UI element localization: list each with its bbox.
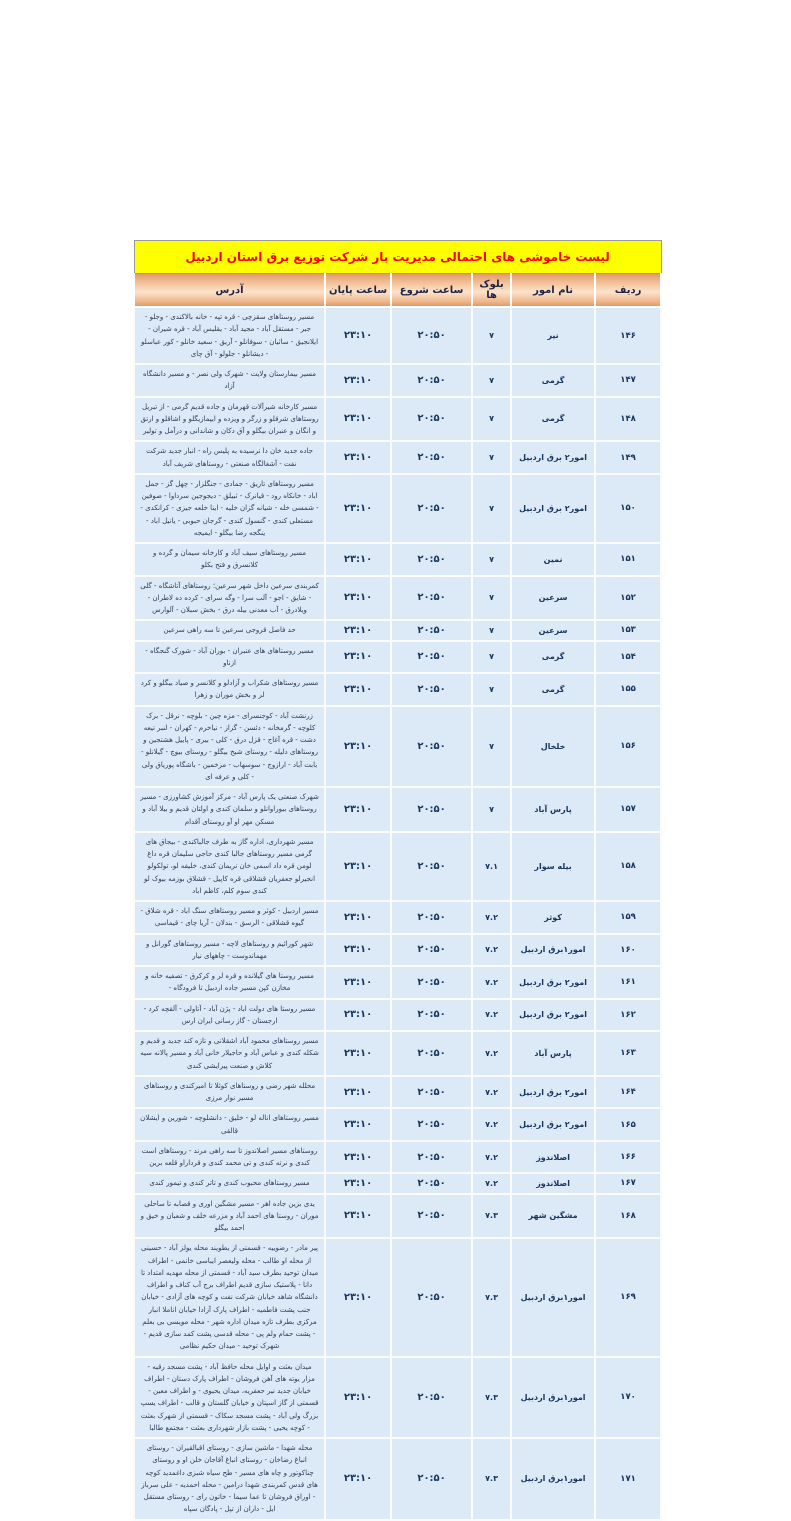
column-header-row (134, 274, 661, 308)
cell-department: امور۲ برق اردبیل (511, 441, 595, 474)
cell-department: نمین (511, 543, 595, 576)
cell-address: مسیر روستا های دولت اباد - پژن آباد - آتاولی - آلقچه کرد - ارجستان - گاز رسانی ایران ارس (134, 999, 325, 1032)
cell-end-time: ۲۳:۱۰ (325, 543, 391, 576)
cell-blocks: ۷ (472, 673, 511, 706)
cell-address: مسیر روستاهای سقزچی - قره تپه - خانه بالاکندی - وجلو - جبر - مستقل آباد - مجید آباد - یقلیس آباد - قره شیران - ایلانجیق - ساثیان - سوفانلو - آریق - سعید خانلو - کور عباسلو - دیشانلو - جلولو - آق چای (134, 307, 325, 364)
cell-address: شهر کورائیم و روستاهای لاچه - مسیر روستاهای گورانل و مهماندوست - چاههای نیار (134, 934, 325, 967)
cell-department: امور۲ برق اردبیل (511, 999, 595, 1032)
cell-end-time: ۲۳:۱۰ (325, 1238, 391, 1356)
table-row (134, 1194, 661, 1239)
cell-blocks: ۷ (472, 307, 511, 364)
cell-address: حد فاصل قروجی سرعین تا سه راهی سرعین (134, 620, 325, 640)
cell-address: مسیر روستاهای اناله لو - خلیق - دانشلوچه - شورین و ایشلان قالقی (134, 1108, 325, 1141)
cell-end-time: ۲۳:۱۰ (325, 1076, 391, 1109)
cell-start-time: ۲۰:۵۰ (391, 1194, 472, 1239)
cell-row-number: ۱۶۳ (595, 1031, 661, 1076)
cell-department: امور۱برق اردبیل (511, 1238, 595, 1356)
cell-blocks: ۷.۲ (472, 966, 511, 999)
table-row (134, 1031, 661, 1076)
cell-address: مسیر کارخانه شیرآلات قهرمان و جاده قدیم گرمی - از تبریل روستاهای شرقلو و زرگر و ویزده و ایپمازیگلو و اشاقلو و ارتق و انگان و عنبران بیگلو و آق دکان و شاندانی و درآمل و تولیر (134, 397, 325, 442)
cell-end-time: ۲۳:۱۰ (325, 1357, 391, 1439)
cell-blocks: ۷ (472, 576, 511, 621)
table-row (134, 706, 661, 788)
table-row (134, 1141, 661, 1174)
cell-blocks: ۷.۳ (472, 1194, 511, 1239)
cell-start-time: ۲۰:۵۰ (391, 673, 472, 706)
cell-blocks: ۷.۳ (472, 1357, 511, 1439)
table-row (134, 901, 661, 934)
cell-start-time: ۲۰:۵۰ (391, 1357, 472, 1439)
cell-address: زرنشت آباد - کوجنسرای - مزه چین - بلوچه - نرقل - برک کلوچه - گرمخانه - دئسن - گزاز - نیاخرم - کهران - لنبر تیعه دشت - قره آغاج - قزل درق - کلی - بیری - پاییل هشتجین و روستاهای دلیله - روستای شیخ بیگلو - روستای بیوچ - گیلانلو - بابت آباد - ارازوج - سوسهاب - مزخمین - باشگاه پوریاق ولی - کلی و عرفه ای (134, 706, 325, 788)
cell-address: مسیر روستاهای تاریق - جمادی - جنگلزار - چهل گز - جمل اباد - خانکاه رود - قیانرک - ثبیلق - دیجوجین سرداوا - صوفین - شمسی خله - شیانه گزان خلیه - اینا خلعه جیزی - کرانکدی - مستعلی کندی - گنسول کندی - گرجان حبوبی - یانیل اباد - ینگجه رضا بیگلو - ایمیجه (134, 474, 325, 543)
cell-department: نیر (511, 307, 595, 364)
cell-blocks: ۷.۲ (472, 1173, 511, 1193)
table-row (134, 999, 661, 1032)
cell-row-number: ۱۵۷ (595, 787, 661, 832)
cell-start-time: ۲۰:۵۰ (391, 1141, 472, 1174)
cell-end-time: ۲۳:۱۰ (325, 307, 391, 364)
cell-row-number: ۱۵۸ (595, 832, 661, 901)
cell-address: مسیر بیمارستان ولایت - شهرک ولی نصر - و مسیر دانشگاه آزاد (134, 364, 325, 397)
cell-blocks: ۷.۲ (472, 1031, 511, 1076)
table-row (134, 832, 661, 901)
col-header-address: آدرس (134, 274, 325, 308)
cell-row-number: ۱۵۹ (595, 901, 661, 934)
cell-department: امور۱برق اردبیل (511, 1438, 595, 1520)
cell-start-time: ۲۰:۵۰ (391, 706, 472, 788)
cell-department: امور۲ برق اردبیل (511, 966, 595, 999)
cell-start-time: ۲۰:۵۰ (391, 1108, 472, 1141)
cell-end-time: ۲۳:۱۰ (325, 641, 391, 674)
cell-start-time: ۲۰:۵۰ (391, 1076, 472, 1109)
cell-start-time: ۲۰:۵۰ (391, 620, 472, 640)
cell-department: امور۱برق اردبیل (511, 1357, 595, 1439)
cell-row-number: ۱۴۸ (595, 397, 661, 442)
table-row (134, 576, 661, 621)
col-header-blocks: بلوک ها (472, 274, 511, 308)
col-header-department: نام امور (511, 274, 595, 308)
table-row (134, 934, 661, 967)
cell-start-time: ۲۰:۵۰ (391, 576, 472, 621)
cell-address: یدی بزین جاده اهر - مسیر مشگین اوری و قصابه تا ساحلی موران - روستا های احمد آباد و مزرعه خلف و شعبان و خیق و احمد بیگلو (134, 1194, 325, 1239)
cell-blocks: ۷ (472, 543, 511, 576)
col-header-row-number: ردیف (595, 274, 661, 308)
cell-blocks: ۷ (472, 706, 511, 788)
cell-blocks: ۷.۲ (472, 1076, 511, 1109)
cell-blocks: ۷ (472, 641, 511, 674)
cell-row-number: ۱۵۶ (595, 706, 661, 788)
cell-row-number: ۱۶۶ (595, 1141, 661, 1174)
cell-end-time: ۲۳:۱۰ (325, 620, 391, 640)
cell-end-time: ۲۳:۱۰ (325, 397, 391, 442)
cell-end-time: ۲۳:۱۰ (325, 1438, 391, 1520)
cell-blocks: ۷.۳ (472, 1438, 511, 1520)
page-title: لیست خاموشی های احتمالی مدیریت بار شرکت توزیع برق استان اردبیل (134, 241, 661, 274)
cell-start-time: ۲۰:۵۰ (391, 364, 472, 397)
cell-department: اصلاندوز (511, 1173, 595, 1193)
cell-department: گرمی (511, 641, 595, 674)
cell-department: سرعین (511, 576, 595, 621)
cell-address: میدان بعثت و اوایل محله حافظ آباد - پشت مسجد رقیه - مزار یوته های آهن فروشان - اطراف پارک دستان - اطراف خیابان جدید نیر جعفریه، میدان یحیوی - و اطراف معین - قسمتی از گاز اسپتان و خیابان گلستان و قالب - اطراف یسپ بزرگ ولی آباد - پشت مسجد سکاک - قسمتی از شهرک بعثت - کوچه یحیی - پشت بازار شهرداری بعثت - مجتمع طالبا (134, 1357, 325, 1439)
cell-row-number: ۱۶۵ (595, 1108, 661, 1141)
cell-address: روستاهای مسیر اصلاندوز تا سه راهی مرند - روستاهای است کندی و نرته کندی و تی محمد کندی و قرداراو قلعه برین (134, 1141, 325, 1174)
cell-row-number: ۱۴۹ (595, 441, 661, 474)
cell-address: مسیر روستاهای سیف آباد و کارخانه سیمان و گرده و کلانسرق و فتح بکلو (134, 543, 325, 576)
cell-row-number: ۱۶۹ (595, 1238, 661, 1356)
cell-end-time: ۲۳:۱۰ (325, 901, 391, 934)
cell-start-time: ۲۰:۵۰ (391, 441, 472, 474)
cell-department: امور۲ برق اردبیل (511, 1108, 595, 1141)
cell-start-time: ۲۰:۵۰ (391, 641, 472, 674)
table-row (134, 307, 661, 364)
cell-address: محلله شهر رضی و روستاهای کوئلا تا امیرکندی و روستاهای مسیر نوار مرزی (134, 1076, 325, 1109)
cell-end-time: ۲۳:۱۰ (325, 1141, 391, 1174)
table-row (134, 966, 661, 999)
cell-start-time: ۲۰:۵۰ (391, 397, 472, 442)
cell-department: کوثر (511, 901, 595, 934)
cell-end-time: ۲۳:۱۰ (325, 576, 391, 621)
col-header-start-time: ساعت شروع (391, 274, 472, 308)
table-row (134, 1438, 661, 1520)
cell-blocks: ۷.۳ (472, 1238, 511, 1356)
cell-blocks: ۷ (472, 441, 511, 474)
cell-address: مسیر شهرداری، اداره گاز به طرف جالباکندی - بیجاق های گرمی مسیر روستاهای جالبا کندی حاجی سلیمان قره داغ لومن قره داد اسمی خان نریمان کندی، خلیفه لو، تولکولو انجیرلو جعفریان قشلاقی قره کاپیل - قشلاق بوزمه بیوک لو کندی سوم کلم، کاظم اباد (134, 832, 325, 901)
cell-start-time: ۲۰:۵۰ (391, 901, 472, 934)
cell-address: مسیر اردبیل - کوثر و مسیر روستاهای سنگ اباد - قره شلاق - گیوه قشلاقی - الرسق - بندلان - آریا چای - قیماسی (134, 901, 325, 934)
cell-row-number: ۱۵۰ (595, 474, 661, 543)
cell-start-time: ۲۰:۵۰ (391, 307, 472, 364)
cell-end-time: ۲۳:۱۰ (325, 787, 391, 832)
cell-row-number: ۱۶۷ (595, 1173, 661, 1193)
cell-row-number: ۱۶۱ (595, 966, 661, 999)
cell-address: مسیر روستاهای محمود آباد اشقلانی و تازه کند جدید و قدیم و شکله کندی و عباس آباد و حاجیلار خانی آباد و مسیر پالانه سیه کلاش و صنعت پیرایشی کندی (134, 1031, 325, 1076)
cell-start-time: ۲۰:۵۰ (391, 474, 472, 543)
cell-end-time: ۲۳:۱۰ (325, 832, 391, 901)
cell-start-time: ۲۰:۵۰ (391, 1238, 472, 1356)
outage-table-sheet (133, 240, 660, 1521)
table-head (134, 241, 661, 308)
table-row (134, 1108, 661, 1141)
cell-blocks: ۷ (472, 787, 511, 832)
cell-department: پارس آباد (511, 1031, 595, 1076)
cell-end-time: ۲۳:۱۰ (325, 474, 391, 543)
table-row (134, 620, 661, 640)
cell-department: گرمی (511, 364, 595, 397)
cell-end-time: ۲۳:۱۰ (325, 999, 391, 1032)
cell-address: مسیر روستاهای های عنبران - بوران آباد - شورک گنجگاه - ازناو (134, 641, 325, 674)
cell-department: بیله سوار (511, 832, 595, 901)
cell-row-number: ۱۶۸ (595, 1194, 661, 1239)
col-header-end-time: ساعت پایان (325, 274, 391, 308)
cell-start-time: ۲۰:۵۰ (391, 966, 472, 999)
cell-end-time: ۲۳:۱۰ (325, 1173, 391, 1193)
table-row (134, 474, 661, 543)
cell-blocks: ۷ (472, 474, 511, 543)
cell-end-time: ۲۳:۱۰ (325, 706, 391, 788)
cell-address: مسیر روستا های گیلانده و قره لر و کرکرق - تصفیه خانه و مخازن کپن مسیر جاده اردبیل تا فرودگاه - (134, 966, 325, 999)
cell-address: پیر مادر - رضوییه - قسمتی از یطویند محله یولز آباد - حسینی از محله او طالب - محله ولیعصر ایباسی خانمی - اطراف میدان توحید بطرف سید آباد - قسمتی از محله مهدیه امتداد تا دانا - پلاستیک سازی قدیم اطراف برج آب کناف و اطراف دانشگاه شاهد خیابان شرکت نفت و کوچه های آزادی - خیابان جنب پشت فاطمیه - اطراف پارک آزادا خیابان اناملا انبار مرکزی بطرف تازه میدان اداره شهر - محله مویسی بی بعلم - پشت حمام ولم پی - محله قدسی پشت کمد سازی قدیم - شهرک توحید - میدان حکیم نظامی (134, 1238, 325, 1356)
table-row (134, 787, 661, 832)
cell-address: مسیر روستاهای محبوب کندی و تاتر کندی و تیمور کندی (134, 1173, 325, 1193)
cell-row-number: ۱۴۶ (595, 307, 661, 364)
cell-end-time: ۲۳:۱۰ (325, 673, 391, 706)
cell-blocks: ۷.۲ (472, 1141, 511, 1174)
title-row (134, 241, 661, 274)
cell-department: امور۲ برق اردبیل (511, 474, 595, 543)
cell-address: شهرک صنعتی یک پارس آباد - مرکز آموزش کشاورزی - مسیر روستاهای بیوراوانلو و سلمان کندی و اولتان قدیم و بیلا آباد و مسکن مهر او آو روستای آقدام (134, 787, 325, 832)
table-body (134, 307, 661, 1520)
table-row (134, 1076, 661, 1109)
cell-start-time: ۲۰:۵۰ (391, 999, 472, 1032)
cell-start-time: ۲۰:۵۰ (391, 934, 472, 967)
cell-department: خلخال (511, 706, 595, 788)
cell-department: مشگین شهر (511, 1194, 595, 1239)
cell-row-number: ۱۵۱ (595, 543, 661, 576)
cell-department: امور۱برق اردبیل (511, 934, 595, 967)
cell-blocks: ۷.۲ (472, 901, 511, 934)
cell-start-time: ۲۰:۵۰ (391, 1031, 472, 1076)
cell-end-time: ۲۳:۱۰ (325, 966, 391, 999)
cell-row-number: ۱۶۴ (595, 1076, 661, 1109)
cell-row-number: ۱۵۴ (595, 641, 661, 674)
table-row (134, 1357, 661, 1439)
table-row (134, 441, 661, 474)
outage-table (133, 240, 662, 1521)
cell-start-time: ۲۰:۵۰ (391, 543, 472, 576)
table-row (134, 673, 661, 706)
cell-department: پارس آباد (511, 787, 595, 832)
cell-blocks: ۷.۲ (472, 1108, 511, 1141)
table-row (134, 1173, 661, 1193)
cell-end-time: ۲۳:۱۰ (325, 441, 391, 474)
cell-blocks: ۷ (472, 397, 511, 442)
cell-start-time: ۲۰:۵۰ (391, 832, 472, 901)
cell-start-time: ۲۰:۵۰ (391, 787, 472, 832)
table-row (134, 397, 661, 442)
cell-blocks: ۷.۲ (472, 999, 511, 1032)
cell-end-time: ۲۳:۱۰ (325, 364, 391, 397)
table-row (134, 1238, 661, 1356)
cell-end-time: ۲۳:۱۰ (325, 1031, 391, 1076)
cell-row-number: ۱۶۰ (595, 934, 661, 967)
cell-row-number: ۱۴۷ (595, 364, 661, 397)
table-row (134, 641, 661, 674)
cell-row-number: ۱۶۲ (595, 999, 661, 1032)
cell-end-time: ۲۳:۱۰ (325, 1194, 391, 1239)
cell-address: کمربندی سرعین داخل شهر سرعین؛ روستاهای آتاشگاه - گلی - شایق - اجو - آلب سرا - وگه سرای - کرده ده لاطران - ویلادرق - آب معدنی بیله درق - بخش سبلان - آلوارس (134, 576, 325, 621)
table-row (134, 543, 661, 576)
cell-row-number: ۱۷۰ (595, 1357, 661, 1439)
cell-blocks: ۷ (472, 620, 511, 640)
cell-address: مسیر روستاهای شکراب و آزادلو و کلانسر و صیاد بیگلو و کرد لر و بخش موران و زهرا (134, 673, 325, 706)
cell-row-number: ۱۵۵ (595, 673, 661, 706)
cell-row-number: ۱۷۱ (595, 1438, 661, 1520)
cell-department: گرمی (511, 673, 595, 706)
cell-address: جاده جدید خان دا نرسیده به پلیس راه - انبار جدید شرکت نفت - آشغالگاه صنعتی - روستاهای شریف آباد (134, 441, 325, 474)
cell-department: گرمی (511, 397, 595, 442)
cell-department: سرعین (511, 620, 595, 640)
cell-end-time: ۲۳:۱۰ (325, 934, 391, 967)
cell-blocks: ۷.۲ (472, 934, 511, 967)
cell-row-number: ۱۵۳ (595, 620, 661, 640)
cell-start-time: ۲۰:۵۰ (391, 1173, 472, 1193)
cell-row-number: ۱۵۲ (595, 576, 661, 621)
cell-address: محله شهدا - ماشین سازی - روستای اقبالقیران - روستای انباغ رضاخان - روستای انباغ آقاجان خلن او و روستای چناکوتور و چاه های مسیر - طح سیاه شبزی داغمدید کوچه های قدس کمربندی شهدا درامین - محله احمدیه - علی سرباز - اوراق فروشان تا عما سیما - خاتون رای - روستای مستقل ایل - داران از تپل - پادگان سپاه (134, 1438, 325, 1520)
cell-start-time: ۲۰:۵۰ (391, 1438, 472, 1520)
cell-blocks: ۷ (472, 364, 511, 397)
cell-department: اصلاندوز (511, 1141, 595, 1174)
cell-department: امور۲ برق اردبیل (511, 1076, 595, 1109)
table-row (134, 364, 661, 397)
cell-end-time: ۲۳:۱۰ (325, 1108, 391, 1141)
cell-blocks: ۷.۱ (472, 832, 511, 901)
